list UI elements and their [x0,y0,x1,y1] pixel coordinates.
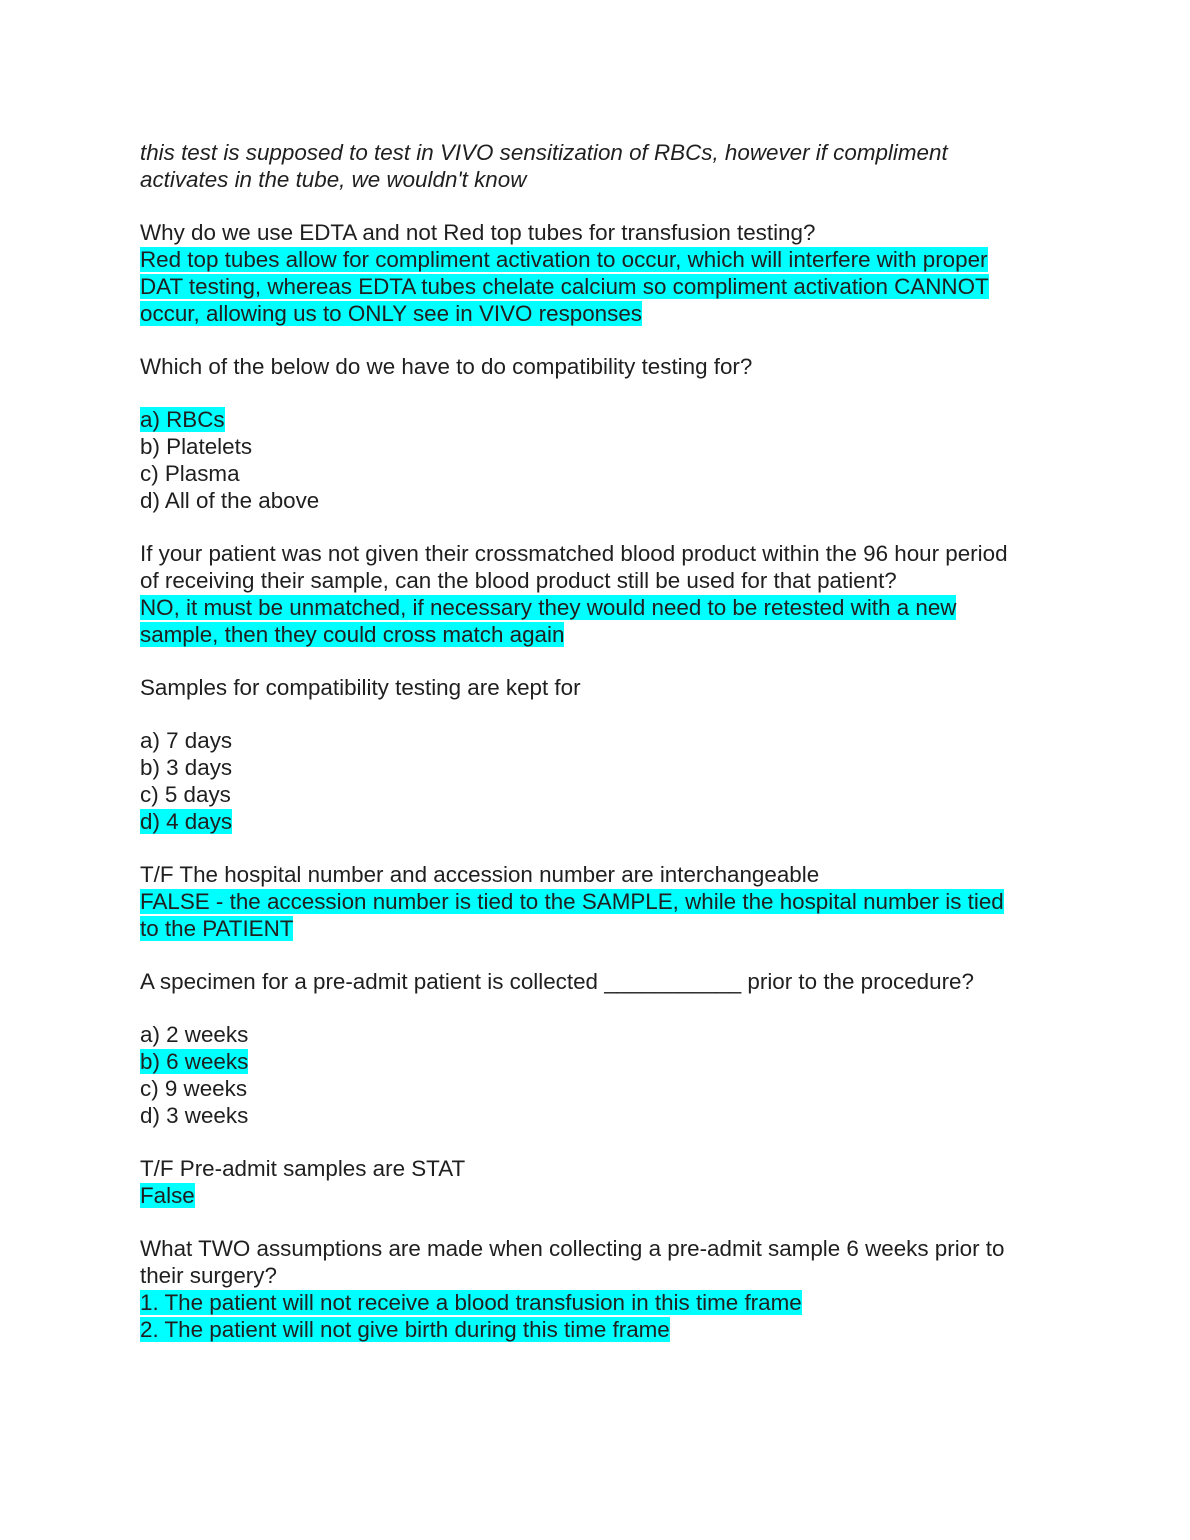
q7-answer: False [140,1183,195,1208]
q1-answer-line: DAT testing, whereas EDTA tubes chelate calcium so compliment activation CANNOT [140,274,989,299]
q3-question-line: If your patient was not given their crossmatched blood product within the 96 hour period [140,541,1008,566]
q7-question: T/F Pre-admit samples are STAT [140,1156,466,1181]
q4-option: a) 7 days [140,728,233,753]
q8-answer-line: 1. The patient will not receive a blood transfusion in this time frame [140,1290,802,1315]
intro-line-2: activates in the tube, we wouldn't know [140,167,527,192]
q2-option: d) All of the above [140,488,320,513]
q6-question: A specimen for a pre-admit patient is collected ___________ prior to the procedure? [140,969,974,994]
q5-answer-line: to the PATIENT [140,916,294,941]
q2-question: Which of the below do we have to do compatibility testing for? [140,354,753,379]
intro-line-1: this test is supposed to test in VIVO sensitization of RBCs, however if compliment [140,140,948,165]
document-page [140,139,1050,1343]
q1-question: Why do we use EDTA and not Red top tubes for transfusion testing? [140,220,816,245]
q6-option-correct: b) 6 weeks [140,1049,249,1074]
q6-option: d) 3 weeks [140,1103,249,1128]
q4-question: Samples for compatibility testing are kept for [140,675,581,700]
q2-option-correct: a) RBCs [140,407,225,432]
q1-answer-line: Red top tubes allow for compliment activation to occur, which will interfere with proper [140,247,988,272]
q3-answer-line: sample, then they could cross match again [140,622,565,647]
q1-answer-line: occur, allowing us to ONLY see in VIVO responses [140,301,642,326]
q6-option: c) 9 weeks [140,1076,248,1101]
q5-question: T/F The hospital number and accession number are interchangeable [140,862,820,887]
q4-option-correct: d) 4 days [140,809,233,834]
q2-option: c) Plasma [140,461,240,486]
q6-option: a) 2 weeks [140,1022,249,1047]
q8-question-line: their surgery? [140,1263,277,1288]
q8-answer-line: 2. The patient will not give birth during this time frame [140,1317,670,1342]
q5-answer-line: FALSE - the accession number is tied to the SAMPLE, while the hospital number is tied [140,889,1004,914]
q3-answer-line: NO, it must be unmatched, if necessary they would need to be retested with a new [140,595,957,620]
q3-question-line: of receiving their sample, can the blood product still be used for that patient? [140,568,897,593]
q4-option: c) 5 days [140,782,231,807]
q8-question-line: What TWO assumptions are made when collecting a pre-admit sample 6 weeks prior to [140,1236,1005,1261]
q4-option: b) 3 days [140,755,233,780]
q2-option: b) Platelets [140,434,253,459]
